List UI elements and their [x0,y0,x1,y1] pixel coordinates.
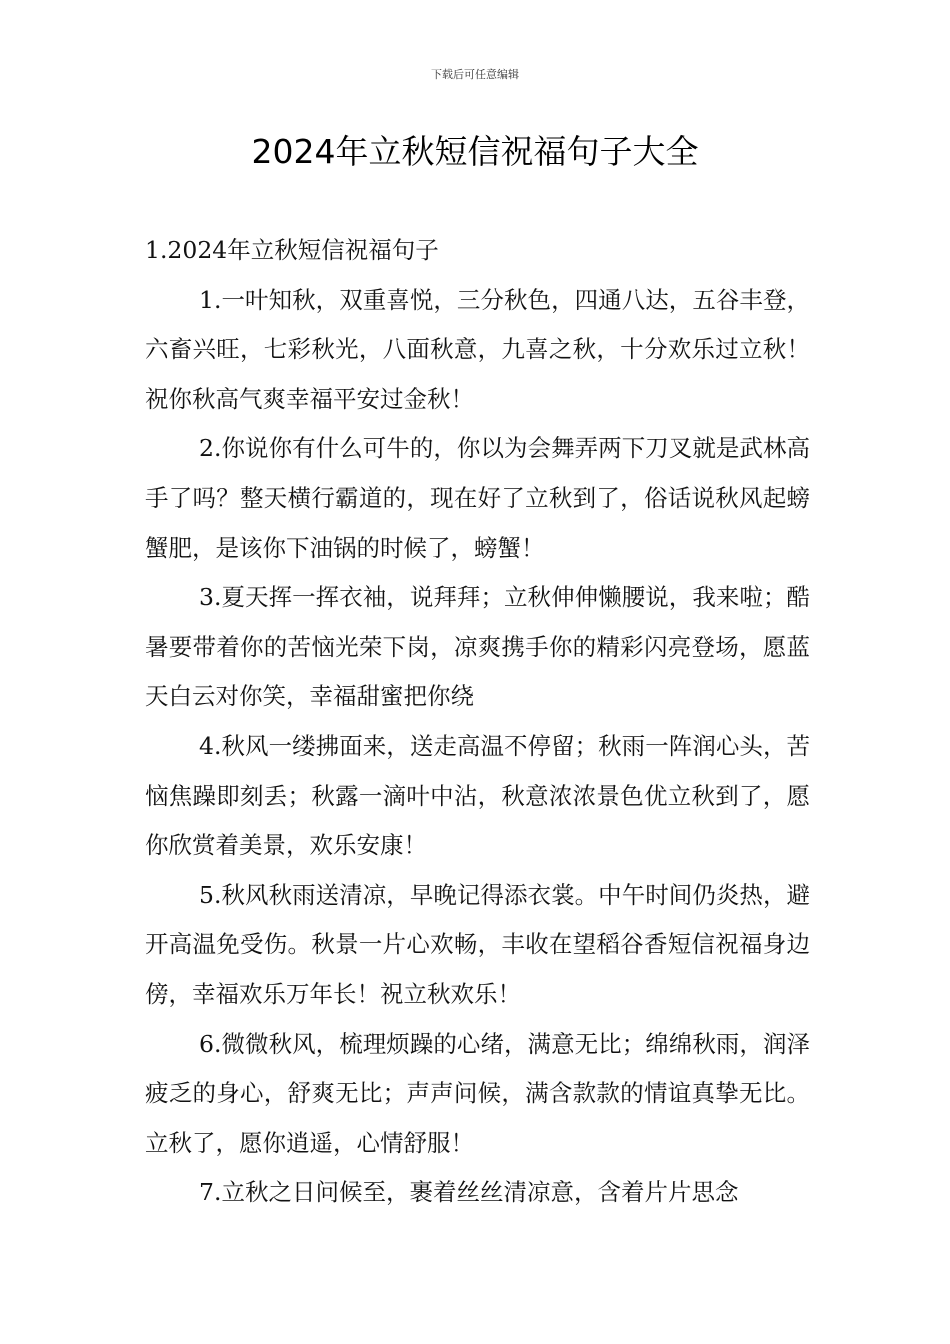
document-title: 2024年立秋短信祝福句子大全 [251,132,699,171]
paragraph-1: 1.一叶知秋，双重喜悦，三分秋色，四通八达，五谷丰登，六畜兴旺，七彩秋光，八面秋意，九喜之秋，十分欢乐过立秋！祝你秋高气爽幸福平安过金秋！ [145,285,810,413]
paragraph-5: 5.秋风秋雨送清凉，早晚记得添衣裳。中午时间仍炎热，避开高温免受伤。秋景一片心欢畅，丰收在望稻谷香短信祝福身边傍，幸福欢乐万年长！祝立秋欢乐！ [145,880,810,1008]
paragraph-3: 3.夏天挥一挥衣袖，说拜拜；立秋伸伸懒腰说，我来啦；酷暑要带着你的苦恼光荣下岗，凉爽携手你的精彩闪亮登场，愿蓝天白云对你笑，幸福甜蜜把你绕 [145,583,810,711]
section-heading: 1.2024年立秋短信祝福句子 [145,236,439,264]
header-note: 下载后可任意编辑 [431,68,519,81]
paragraph-7: 7.立秋之日问候至，裹着丝丝清凉意，含着片片思念 [199,1178,739,1207]
paragraph-4: 4.秋风一缕拂面来，送走高温不停留；秋雨一阵润心头，苦恼焦躁即刻丢；秋露一滴叶中沾，秋意浓浓景色优立秋到了，愿你欣赏着美景，欢乐安康！ [145,731,810,860]
paragraph-2: 2.你说你有什么可牛的，你以为会舞弄两下刀叉就是武林高手了吗？整天横行霸道的，现在好了立秋到了，俗话说秋风起螃蟹肥，是该你下油锅的时候了，螃蟹！ [145,434,810,562]
document-body [145,226,810,1218]
paragraph-6: 6.微微秋风，梳理烦躁的心绪，满意无比；绵绵秋雨，润泽疲乏的身心，舒爽无比；声声问候，满含款款的情谊真挚无比。立秋了，愿你逍遥，心情舒服！ [145,1029,810,1157]
